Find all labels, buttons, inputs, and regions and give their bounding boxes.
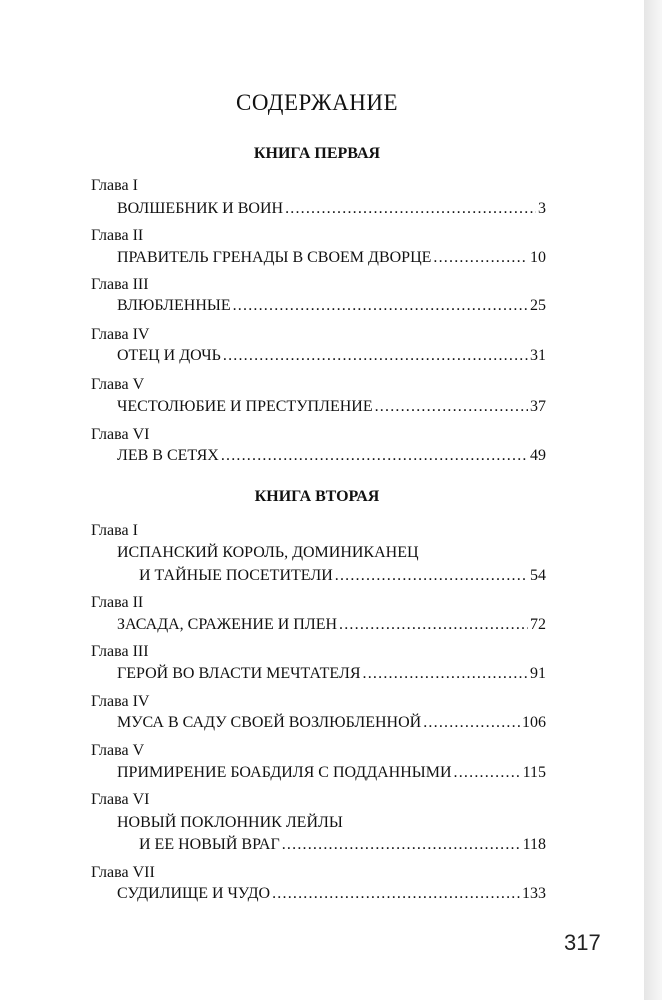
toc-entry (139, 834, 546, 856)
dot-leader (433, 247, 528, 269)
dot-leader (285, 198, 536, 220)
chapter-label: Глава VI (91, 426, 150, 443)
chapter-label: Глава IV (91, 693, 150, 710)
chapter-label: Глава II (91, 594, 144, 611)
entry-title: ЗАСАДА, СРАЖЕНИЕ И ПЛЕН (117, 616, 338, 633)
entry-page-number: 31 (530, 347, 546, 364)
entry-page-number: 49 (530, 447, 546, 464)
dot-leader (272, 883, 520, 905)
chapter-label: Глава II (91, 227, 144, 244)
toc-entry (117, 663, 546, 685)
toc-entry (117, 345, 546, 367)
toc-entry (139, 565, 546, 587)
entry-title: МУСА В САДУ СВОЕЙ ВОЗЛЮБЛЕННОЙ (117, 714, 422, 731)
chapter-label: Глава III (91, 643, 149, 660)
toc-entry (117, 295, 546, 317)
chapter-label: Глава VI (91, 791, 150, 808)
page-number: 317 (564, 930, 601, 955)
entry-title-line2: И ЕЕ НОВЫЙ ВРАГ (139, 836, 280, 853)
entry-title: ОТЕЦ И ДОЧЬ (117, 347, 221, 364)
toc-entry (117, 396, 546, 418)
chapter-label: Глава IV (91, 326, 150, 343)
entry-page-number: 25 (530, 297, 546, 314)
book-two-heading: КНИГА ВТОРАЯ (254, 488, 380, 505)
dot-leader (221, 445, 528, 467)
dot-leader (423, 712, 520, 734)
chapter-label: Глава VII (91, 864, 155, 881)
toc-entry (117, 712, 546, 734)
entry-page-number: 106 (522, 714, 546, 731)
toc-entry (117, 762, 546, 784)
entry-page-number: 3 (538, 200, 546, 217)
chapter-label: Глава I (91, 177, 138, 194)
toc-entry (117, 198, 546, 220)
toc-entry (117, 445, 546, 467)
contents-title: СОДЕРЖАНИЕ (235, 90, 398, 115)
dot-leader (375, 396, 528, 418)
entry-title: ГЕРОЙ ВО ВЛАСТИ МЕЧТАТЕЛЯ (117, 665, 361, 682)
entry-page-number: 91 (530, 665, 546, 682)
entry-page-number: 72 (530, 616, 546, 633)
entry-title: ВЛЮБЛЕННЫЕ (117, 297, 231, 314)
entry-title: ПРИМИРЕНИЕ БОАБДИЛЯ С ПОДДАННЫМИ (117, 764, 452, 781)
dot-leader (363, 663, 528, 685)
chapter-label: Глава V (91, 376, 145, 393)
entry-page-number: 10 (530, 249, 546, 266)
entry-page-number: 37 (530, 398, 546, 415)
entry-title: ПРАВИТЕЛЬ ГРЕНАДЫ В СВОЕМ ДВОРЦЕ (117, 249, 432, 266)
entry-page-number: 115 (522, 764, 546, 781)
toc-entry (117, 247, 546, 269)
chapter-label: Глава V (91, 742, 145, 759)
entry-title-line1: НОВЫЙ ПОКЛОННИК ЛЕЙЛЫ (117, 814, 343, 831)
chapter-label: Глава I (91, 522, 138, 539)
toc-entry (117, 883, 546, 905)
toc-entry (117, 614, 546, 636)
page-edge (644, 0, 662, 1000)
entry-page-number: 118 (522, 836, 546, 853)
chapter-label: Глава III (91, 276, 149, 293)
entry-title: ЧЕСТОЛЮБИЕ И ПРЕСТУПЛЕНИЕ (117, 398, 373, 415)
entry-title: СУДИЛИЩЕ И ЧУДО (117, 885, 271, 902)
entry-title-line1: ИСПАНСКИЙ КОРОЛЬ, ДОМИНИКАНЕЦ (117, 544, 419, 561)
dot-leader (454, 762, 521, 784)
dot-leader (335, 565, 528, 587)
dot-leader (282, 834, 521, 856)
entry-title-line2: И ТАЙНЫЕ ПОСЕТИТЕЛИ (139, 567, 333, 584)
entry-page-number: 54 (530, 567, 546, 584)
dot-leader (223, 345, 528, 367)
dot-leader (233, 295, 528, 317)
entry-title: ВОЛШЕБНИК И ВОИН (117, 200, 284, 217)
entry-title: ЛЕВ В СЕТЯХ (117, 447, 219, 464)
entry-page-number: 133 (522, 885, 546, 902)
book-one-heading: КНИГА ПЕРВАЯ (253, 145, 381, 162)
dot-leader (339, 614, 528, 636)
